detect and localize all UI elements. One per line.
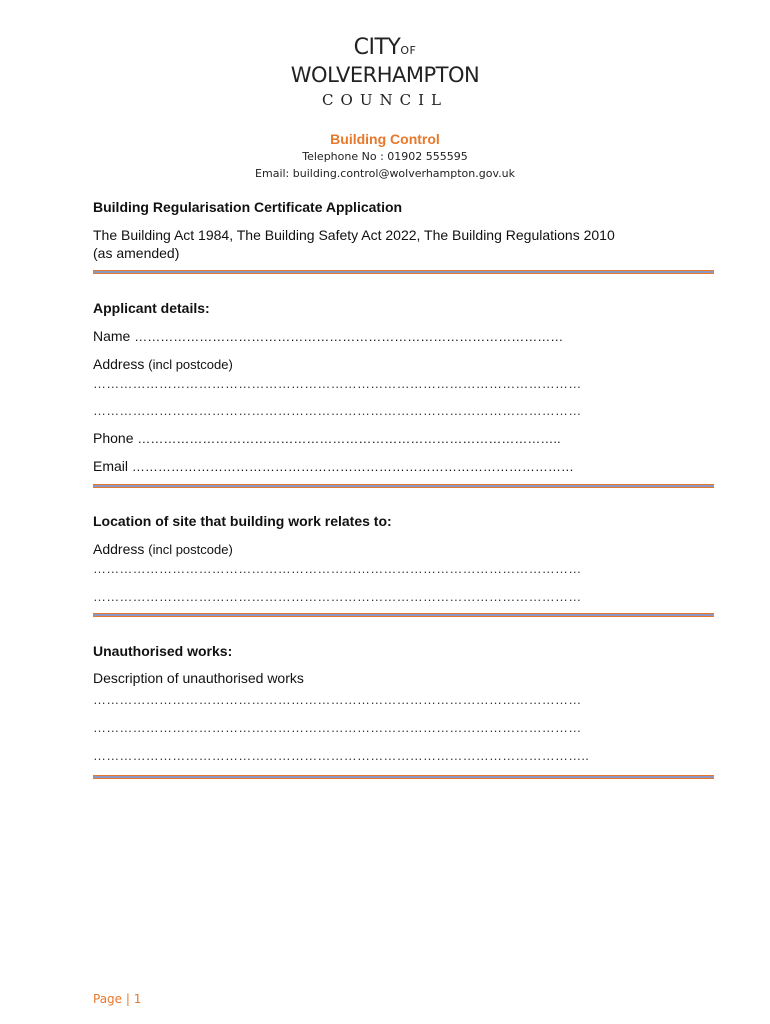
works-heading: Unauthorised works: — [93, 643, 233, 659]
applicant-address-field-2[interactable]: ………………………………………………………………………………………………… — [93, 403, 582, 418]
works-description-field-1[interactable]: ………………………………………………………………………………………………… — [93, 692, 582, 707]
section-divider — [93, 484, 714, 488]
email-label: Email — [93, 458, 129, 474]
applicant-phone-row — [93, 430, 561, 446]
logo-city-text: CITY — [353, 35, 401, 60]
email-line: Email: building.control@wolverhampton.gov.uk — [255, 167, 515, 180]
acts-line-1: The Building Act 1984, The Building Safety Act 2022, The Building Regulations 2010 — [93, 227, 615, 243]
site-address-hint: (incl postcode) — [148, 542, 233, 557]
site-address-label-row — [93, 541, 233, 557]
section-divider — [93, 613, 714, 617]
site-address-field-2[interactable]: ………………………………………………………………………………………………… — [93, 589, 582, 604]
acts-line-2: (as amended) — [93, 245, 180, 261]
applicant-address-field-1[interactable]: ………………………………………………………………………………………………… — [93, 376, 582, 391]
name-label: Name — [93, 328, 131, 344]
logo-of-text: OF — [400, 44, 417, 57]
works-description-field-2[interactable]: ………………………………………………………………………………………………… — [93, 720, 582, 735]
name-field[interactable]: ……………………………………………………………………………………… — [134, 329, 564, 344]
applicant-email-row — [93, 458, 574, 474]
phone-field[interactable]: …………………………………………………………………………………….. — [137, 431, 561, 446]
section-divider — [93, 270, 714, 274]
applicant-name-row — [93, 328, 563, 344]
address-label: Address — [93, 356, 145, 372]
council-logo — [0, 36, 770, 111]
applicant-address-label-row — [93, 356, 233, 372]
works-description-field-3[interactable]: ………………………………………………………………………………………………….. — [93, 748, 590, 763]
address-hint: (incl postcode) — [148, 357, 233, 372]
section-divider — [93, 775, 714, 779]
email-field[interactable]: ………………………………………………………………………………………… — [131, 459, 574, 474]
phone-label: Phone — [93, 430, 134, 446]
applicant-heading: Applicant details: — [93, 300, 210, 316]
site-address-field-1[interactable]: ………………………………………………………………………………………………… — [93, 561, 582, 576]
department-title: Building Control — [330, 131, 440, 147]
logo-line-council: COUNCIL — [322, 91, 448, 109]
form-title: Building Regularisation Certificate Application — [93, 199, 403, 215]
site-address-label: Address — [93, 541, 145, 557]
works-description-label: Description of unauthorised works — [93, 670, 304, 686]
site-heading: Location of site that building work relates to: — [93, 513, 392, 529]
logo-line-name: WOLVERHAMPTON — [290, 63, 480, 87]
logo-line-city — [0, 36, 770, 63]
telephone-line: Telephone No : 01902 555595 — [302, 150, 468, 163]
page-number: Page | 1 — [93, 992, 142, 1006]
